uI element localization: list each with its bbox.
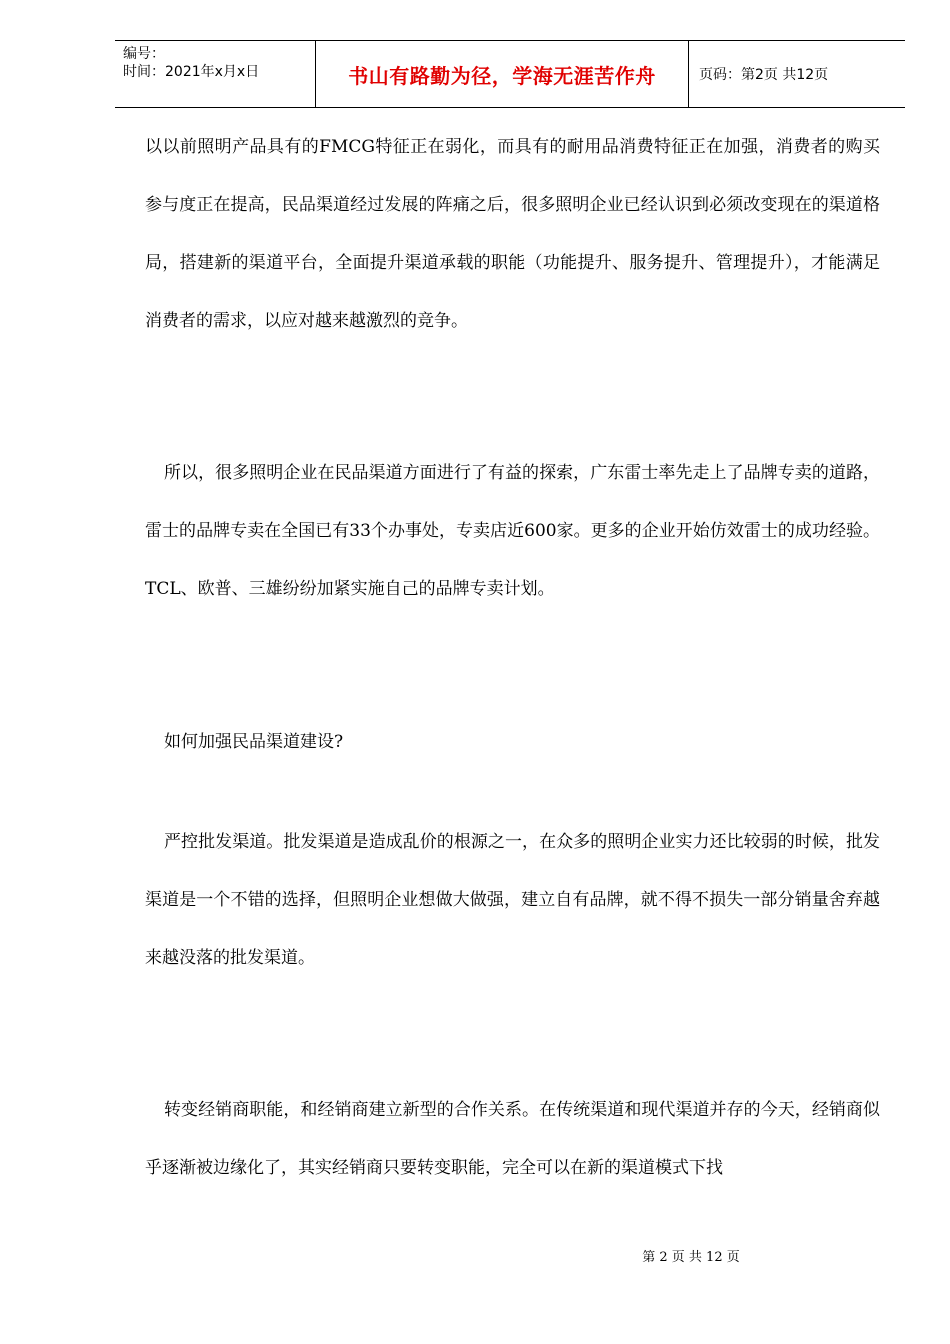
paragraph-2: 所以，很多照明企业在民品渠道方面进行了有益的探索，广东雷士率先走上了品牌专卖的道路，雷士的品牌专卖在全国已有33个办事处，专卖店近600家。更多的企业开始仿效雷士的成功经验。TCL、欧普、三雄纷纷加紧实施自己的品牌专卖计划。 bbox=[145, 463, 880, 599]
header-page-info: 页码：第2页 共12页 bbox=[699, 67, 829, 83]
paragraph-1: 以以前照明产品具有的FMCG特征正在弱化，而具有的耐用品消费特征正在加强，消费者的购买参与度正在提高，民品渠道经过发展的阵痛之后，很多照明企业已经认识到必须改变现在的渠道格局，搭建新的渠道平台，全面提升渠道承载的职能（功能提升、服务提升、管理提升），才能满足消费者的需求，以应对越来越激烈的竞争。 bbox=[145, 137, 880, 331]
paragraph-3-question: 如何加强民品渠道建设? bbox=[164, 732, 344, 752]
header-motto: 书山有路勤为径，学海无涯苦作舟 bbox=[348, 63, 656, 88]
footer-page-number: 第 2 页 共 12 页 bbox=[642, 1250, 740, 1265]
header-meta-cell bbox=[115, 41, 316, 107]
header-motto-cell bbox=[316, 41, 689, 107]
header-page-cell bbox=[689, 41, 905, 107]
page-footer bbox=[0, 1246, 950, 1265]
document-header bbox=[115, 40, 905, 108]
paragraph-5: 转变经销商职能，和经销商建立新型的合作关系。在传统渠道和现代渠道并存的今天，经销商似乎逐渐被边缘化了，其实经销商只要转变职能，完全可以在新的渠道模式下找 bbox=[145, 1100, 880, 1178]
header-number-label: 编号： bbox=[123, 46, 165, 62]
paragraph-4: 严控批发渠道。批发渠道是造成乱价的根源之一，在众多的照明企业实力还比较弱的时候，批发渠道是一个不错的选择，但照明企业想做大做强，建立自有品牌，就不得不损失一部分销量舍弃越来越没落的批发渠道。 bbox=[145, 832, 880, 968]
header-time-label: 时间：2021年x月x日 bbox=[123, 64, 260, 80]
